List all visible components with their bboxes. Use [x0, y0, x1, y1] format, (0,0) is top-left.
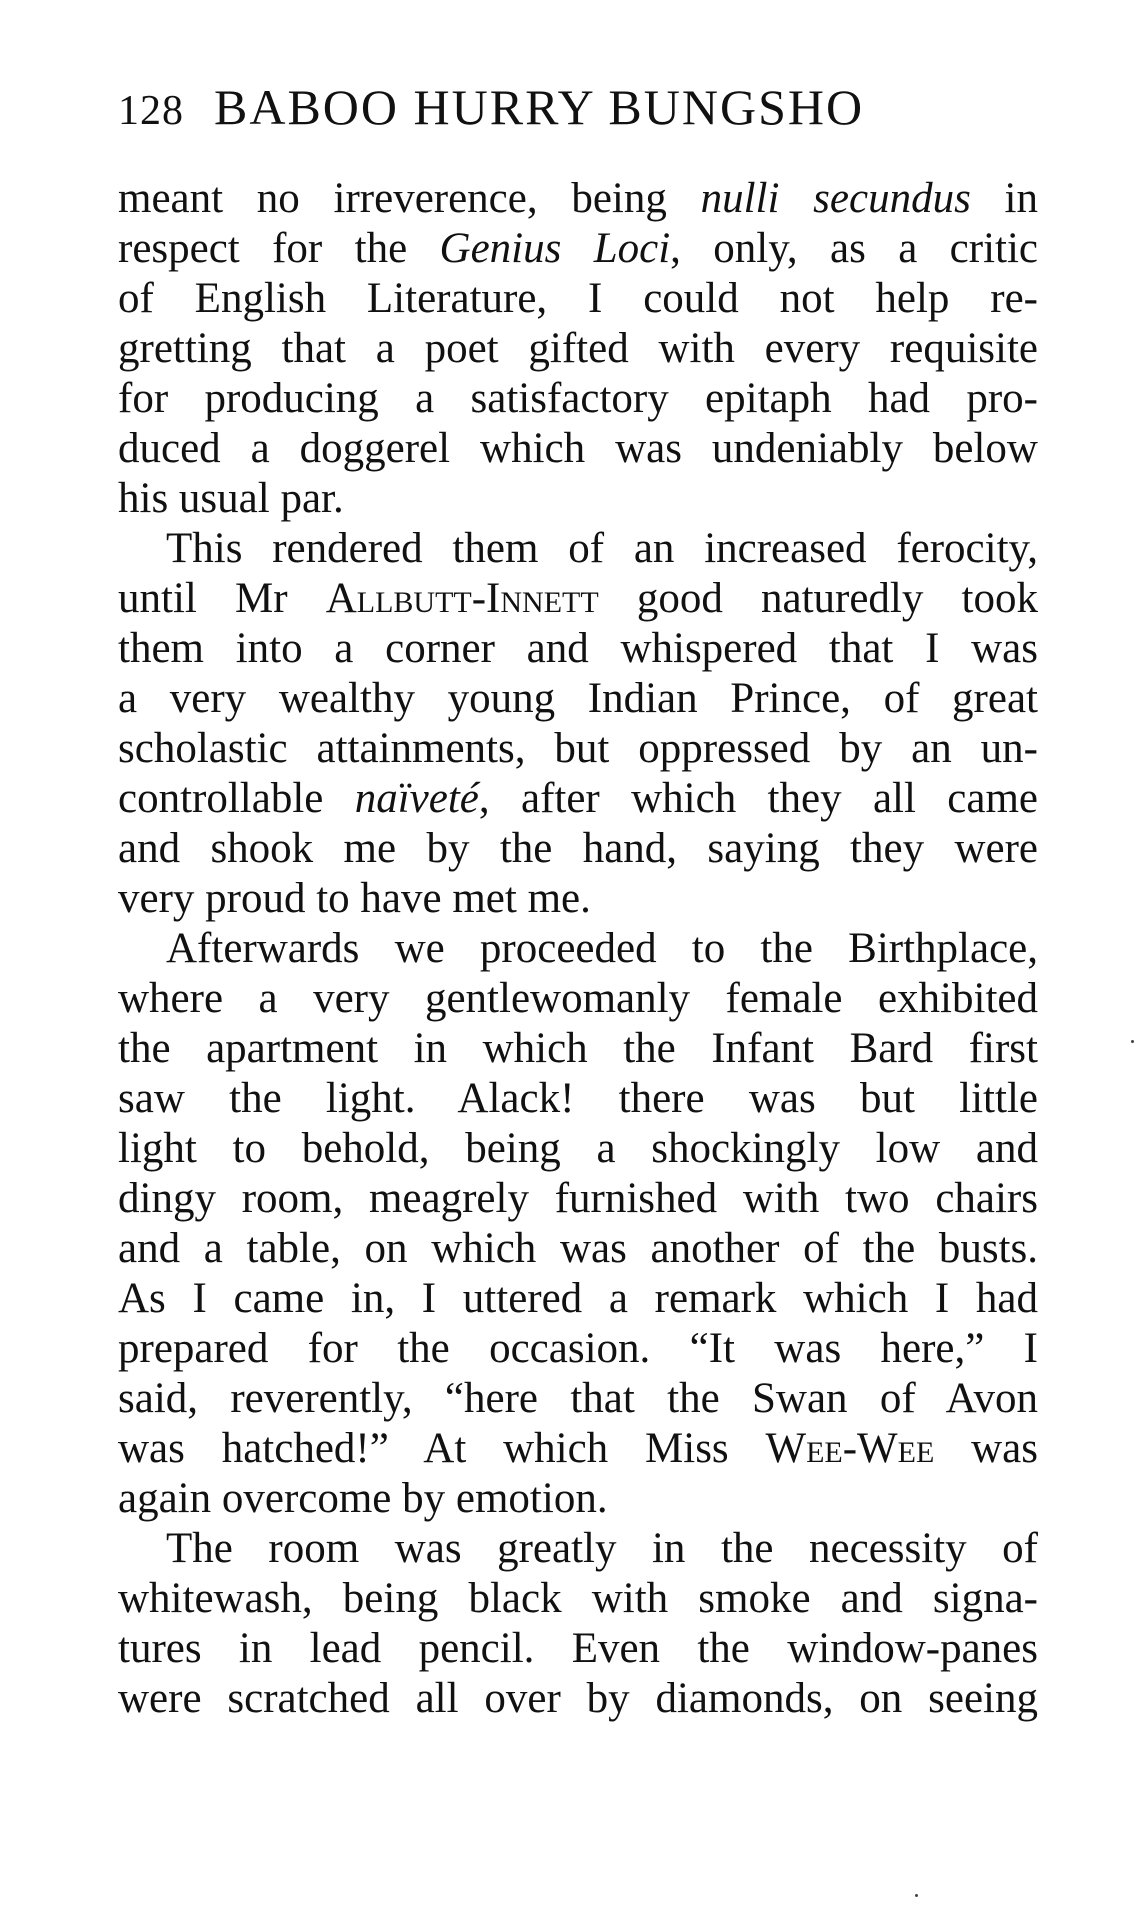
text-line: saw the light. Alack! there was but little — [118, 1075, 1038, 1122]
text-line: dingy room, meagrely furnished with two chairs — [118, 1175, 1038, 1222]
text-line: of English Literature, I could not help re- — [118, 275, 1038, 322]
scan-speck — [1131, 1040, 1134, 1043]
text-line: light to behold, being a shockingly low and — [118, 1125, 1038, 1172]
paragraph-first-line: The room was greatly in the necessity of — [166, 1525, 1038, 1572]
text-line: very proud to have met me. — [118, 875, 591, 922]
italic-phrase: naïveté — [354, 775, 479, 822]
text-line: scholastic attainments, but oppressed by an un- — [118, 725, 1038, 772]
paragraph-first-line: This rendered them of an increased ferocity, — [166, 525, 1038, 572]
text-line: and a table, on which was another of the busts. — [118, 1225, 1038, 1272]
text-line: for producing a satisfactory epitaph had pro- — [118, 375, 1038, 422]
text-line: his usual par. — [118, 475, 344, 522]
text-line: duced a doggerel which was undeniably below — [118, 425, 1038, 472]
text-line: the apartment in which the Infant Bard first — [118, 1025, 1038, 1072]
running-head — [118, 78, 1038, 134]
text-line: respect for the Genius Loci, only, as a critic — [118, 225, 1038, 272]
text-line: whitewash, being black with smoke and signa- — [118, 1575, 1038, 1622]
text-line: said, reverently, “here that the Swan of Avon — [118, 1375, 1038, 1422]
text-line: was hatched!” At which Miss Wee-Wee was — [118, 1425, 1039, 1472]
text-line: gretting that a poet gifted with every requisite — [118, 325, 1038, 372]
page-number: 128 — [118, 88, 184, 134]
text-line: and shook me by the hand, saying they were — [118, 825, 1038, 872]
text-line: prepared for the occasion. “It was here,” I — [118, 1325, 1038, 1372]
text-line: tures in lead pencil. Even the window-panes — [118, 1625, 1038, 1672]
text-line: a very wealthy young Indian Prince, of great — [118, 675, 1038, 722]
small-caps-name: Wee-Wee — [765, 1425, 935, 1472]
small-caps-name: Allbutt-Innett — [325, 575, 599, 622]
text-line: were scratched all over by diamonds, on seeing — [118, 1675, 1038, 1722]
text-line: where a very gentlewomanly female exhibited — [118, 975, 1038, 1022]
text-line: them into a corner and whispered that I was — [118, 625, 1038, 672]
italic-phrase: nulli secundus — [700, 175, 971, 222]
scan-speck — [915, 1894, 918, 1897]
text-line: controllable naïveté, after which they all came — [118, 775, 1038, 822]
text-line: As I came in, I uttered a remark which I had — [118, 1275, 1038, 1322]
italic-phrase: Genius Loci — [439, 225, 671, 272]
text-line: meant no irreverence, being nulli secundus in — [118, 175, 1039, 222]
text-line: again overcome by emotion. — [118, 1475, 608, 1522]
running-title: BABOO HURRY BUNGSHO — [214, 79, 865, 135]
body-text — [118, 174, 1038, 1724]
paragraph-first-line: Afterwards we proceeded to the Birthplace, — [166, 925, 1038, 972]
text-line: until Mr Allbutt-Innett good naturedly took — [118, 575, 1038, 622]
